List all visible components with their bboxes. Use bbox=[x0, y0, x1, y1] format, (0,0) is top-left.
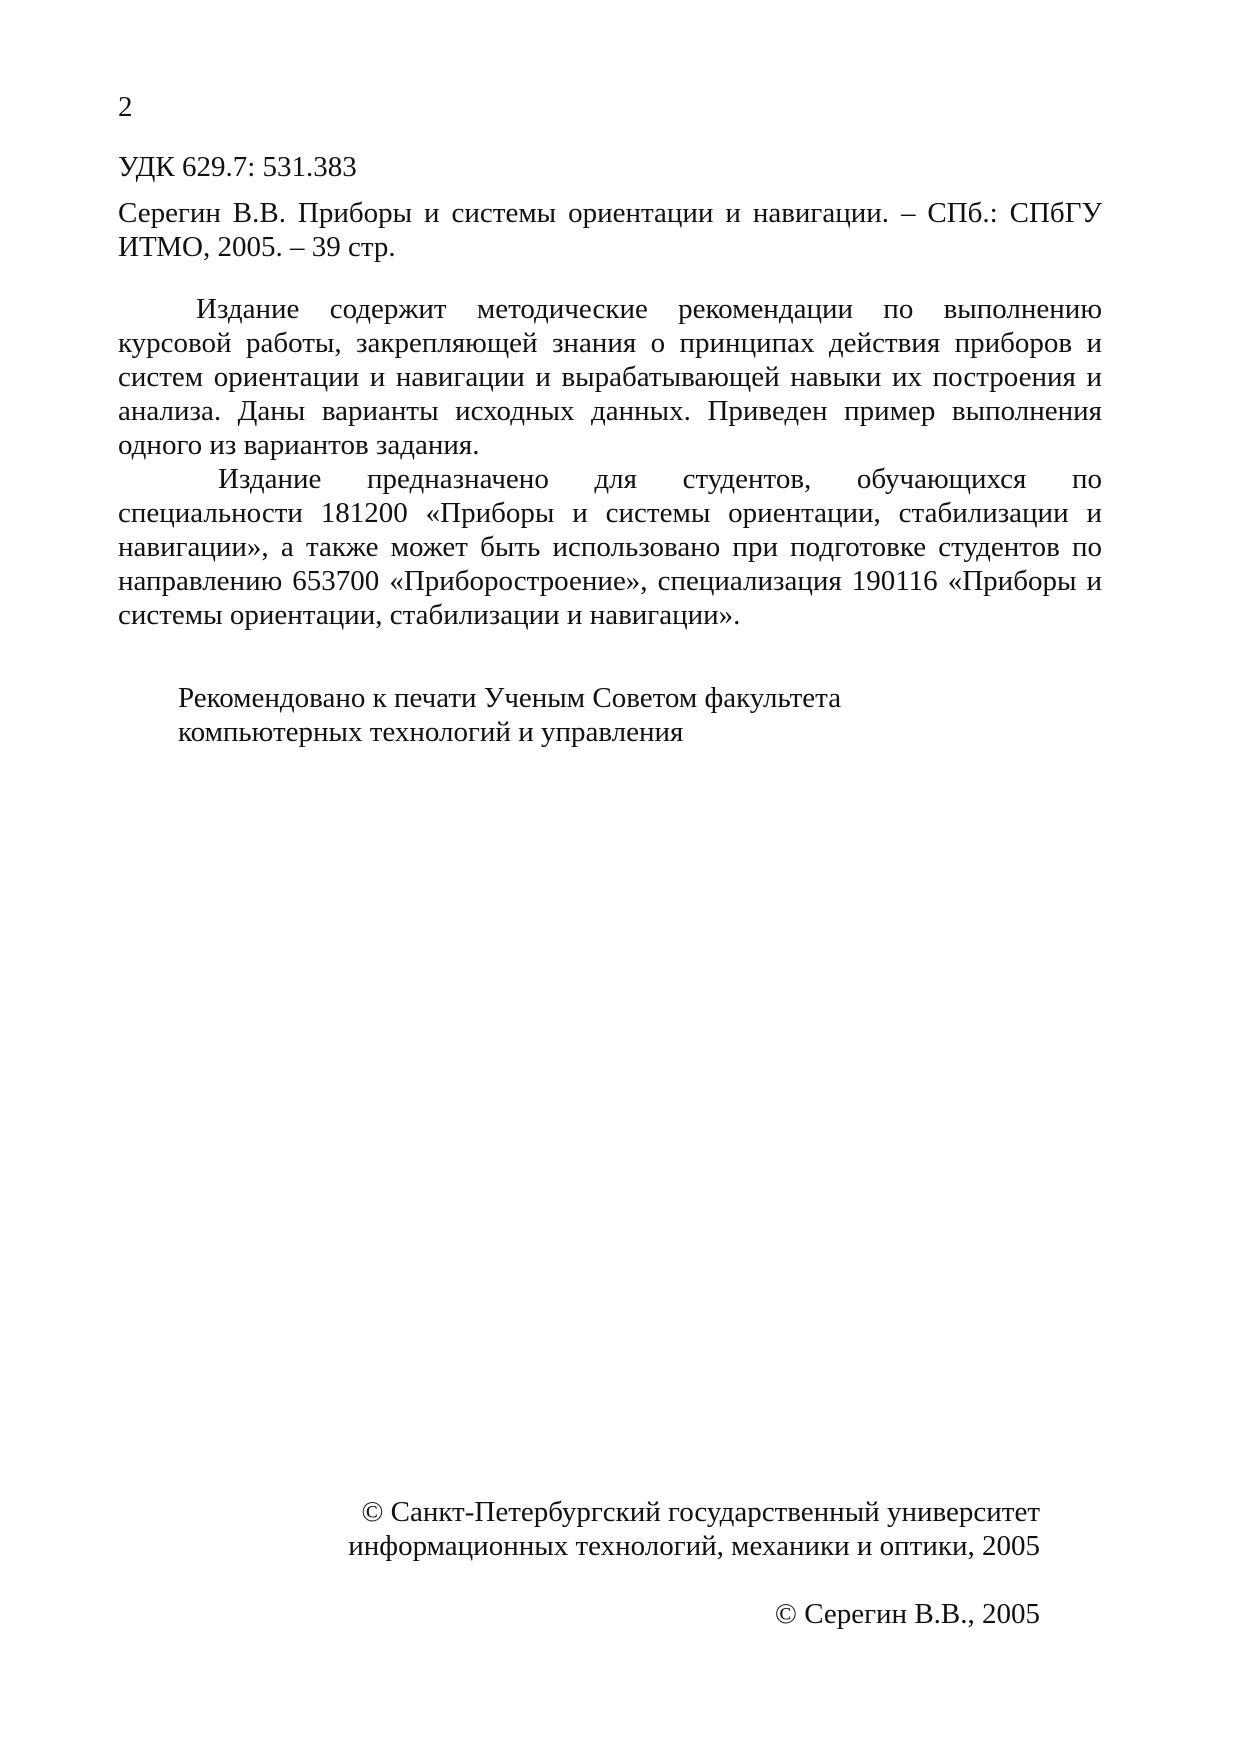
copyright-line: информационных технологий, механики и оптики, 2005 bbox=[348, 1530, 1040, 1562]
publication-recommendation bbox=[178, 681, 878, 749]
copyright-line: © Санкт-Петербургский государственный университет bbox=[361, 1496, 1040, 1528]
abstract-paragraph: Издание содержит методические рекомендации по выполнению курсовой работы, закрепляющей знания о принципах действия приборов и систем ориентации и навигации и вырабатывающей навыки их построения и анализа. Даны варианты исходных данных. Приведен пример выполнения одного из вариантов задания. bbox=[118, 293, 1102, 461]
udk-code: УДК 629.7: 531.383 bbox=[118, 151, 357, 183]
copyright-university bbox=[348, 1495, 1040, 1563]
bibliographic-citation: Серегин В.В. Приборы и системы ориентации и навигации. – СПб.: СПбГУ ИТМО, 2005. – 39 стр. bbox=[118, 197, 1102, 263]
abstract-paragraph: Издание предназначено для студентов, обучающихся по специальности 181200 «Приборы и системы ориентации, стабилизации и навигации», а также может быть использовано при подготовке студентов по направлению 653700 «Приборостроение», специализация 190116 «Приборы и системы ориентации, стабилизации и навигации». bbox=[118, 463, 1102, 631]
abstract bbox=[118, 292, 1102, 632]
recommendation-line: компьютерных технологий и управления bbox=[178, 716, 684, 748]
page-number: 2 bbox=[118, 91, 133, 123]
recommendation-line: Рекомендовано к печати Ученым Советом факультета bbox=[178, 682, 842, 714]
copyright-author: © Серегин В.В., 2005 bbox=[774, 1598, 1040, 1630]
